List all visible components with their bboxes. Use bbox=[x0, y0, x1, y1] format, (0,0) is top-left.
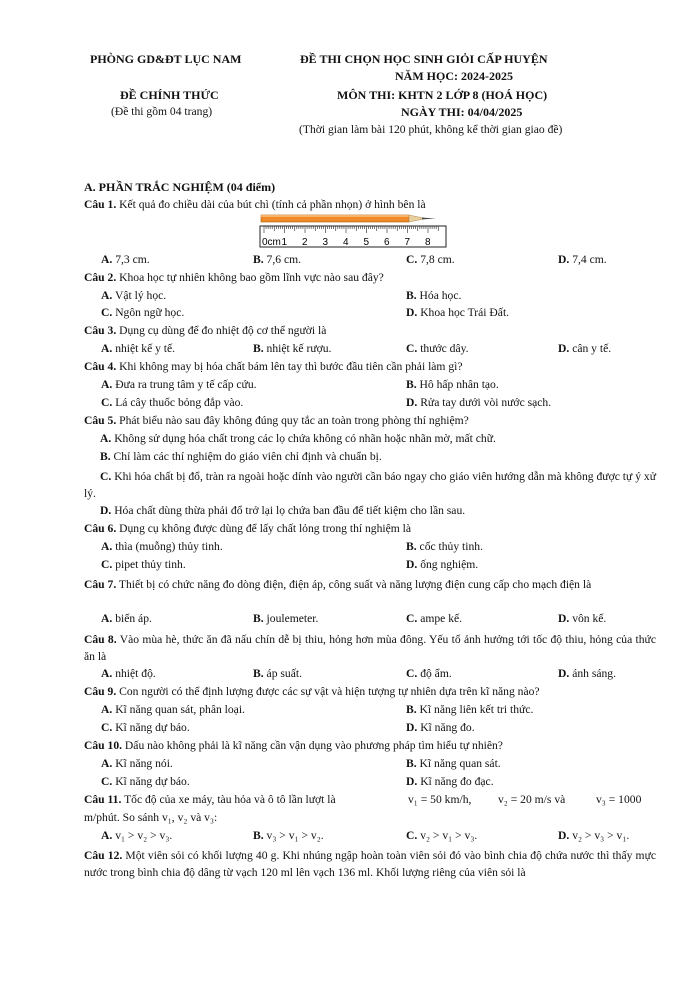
q10-option-a: A. Kĩ năng nói. bbox=[101, 757, 173, 770]
subject: MÔN THI: KHTN 2 LỚP 8 (HOÁ HỌC) bbox=[337, 88, 548, 102]
q3-option-b: B. nhiệt kế rượu. bbox=[253, 342, 332, 355]
q9-option-d: D. Kĩ năng đo. bbox=[406, 721, 475, 734]
q2-option-b: B. Hóa học. bbox=[406, 289, 462, 302]
question-5: Câu 5. Phát biểu nào sau đây không đúng quy tắc an toàn trong phòng thí nghiệm? bbox=[84, 414, 469, 427]
official-label: ĐỀ CHÍNH THỨC bbox=[120, 88, 219, 102]
q3-option-d: D. cân y tế. bbox=[558, 342, 612, 355]
q7-option-a: A. biến áp. bbox=[101, 612, 152, 625]
q5-option-d: D. Hóa chất dùng thừa phải đổ trở lại lọ chứa ban đầu để tiết kiệm cho lần sau. bbox=[100, 504, 466, 517]
question-10: Câu 10. Dấu nào không phải là kĩ năng cần vận dụng vào phương pháp tìm hiểu tự nhiên? bbox=[84, 739, 503, 752]
q10-option-b: B. Kĩ năng quan sát. bbox=[406, 757, 501, 770]
question-3: Câu 3. Dụng cụ dùng để đo nhiệt độ cơ thể người là bbox=[84, 324, 327, 337]
q1-option-c: C. 7,8 cm. bbox=[406, 253, 455, 266]
q11-text-cont: m/phút. So sánh v₁, v₂ và v₃: bbox=[84, 811, 218, 824]
q5-option-a: A. Không sử dụng hóa chất trong các lọ chứa không có nhãn hoặc nhãn mờ, mất chữ. bbox=[100, 432, 496, 445]
question-2: Câu 2. Khoa học tự nhiên không bao gồm lĩnh vực nào sau đây? bbox=[84, 271, 384, 284]
exam-date: NGÀY THI: 04/04/2025 bbox=[401, 105, 523, 119]
question-1: Câu 1. Kết quả đo chiều dài của bút chì (tính cả phần nhọn) ở hình bên là bbox=[84, 198, 426, 211]
exam-title: ĐỀ THI CHỌN HỌC SINH GIỎI CẤP HUYỆN bbox=[300, 52, 548, 66]
ruler-unit: 0cm bbox=[262, 237, 281, 248]
question-7: Câu 7. Thiết bị có chức năng đo dòng điện, điện áp, công suất và năng lượng điện cung cấp cho mạch điện là bbox=[84, 578, 592, 591]
q1-option-b: B. 7,6 cm. bbox=[253, 253, 301, 266]
q8-option-d: D. ánh sáng. bbox=[558, 667, 616, 680]
q11-option-b: B. v₃ > v₁ > v₂. bbox=[253, 829, 324, 842]
question-8: Câu 8. Vào mùa hè, thức ăn đã nấu chín dễ bị thiu, hỏng hơn mùa đông. Yếu tố ảnh hưởng tới tốc độ thiu, hỏng của thức ăn là bbox=[84, 633, 656, 663]
q4-option-d: D. Rửa tay dưới vòi nước sạch. bbox=[406, 396, 552, 409]
q1-option-d: D. 7,4 cm. bbox=[558, 253, 607, 266]
q11-v2: v₂ = 20 m/s và bbox=[498, 793, 566, 806]
time-note: (Thời gian làm bài 120 phút, không kể thời gian giao đề) bbox=[299, 123, 563, 136]
question-9: Câu 9. Con người có thể định lượng được các sự vật và hiện tượng tự nhiên dựa trên kĩ năng nào? bbox=[84, 685, 540, 698]
ruler-label: 1 bbox=[281, 237, 288, 248]
q9-option-a: A. Kĩ năng quan sát, phân loại. bbox=[101, 703, 245, 716]
school-year: NĂM HỌC: 2024-2025 bbox=[395, 69, 513, 83]
q8-option-c: C. độ ẩm. bbox=[406, 667, 452, 680]
q3-option-a: A. nhiệt kế y tế. bbox=[101, 342, 176, 355]
q4-option-a: A. Đưa ra trung tâm y tế cấp cứu. bbox=[101, 378, 257, 391]
ruler-label: 4 bbox=[343, 237, 349, 248]
q4-option-b: B. Hô hấp nhân tạo. bbox=[406, 378, 499, 391]
q11-option-c: C. v₂ > v₁ > v₃. bbox=[406, 829, 478, 842]
ruler-label: 7 bbox=[404, 237, 411, 248]
q11-v1: v₁ = 50 km/h, bbox=[408, 793, 472, 806]
q8-option-a: A. nhiệt độ. bbox=[101, 667, 156, 680]
page-count: (Đề thi gồm 04 trang) bbox=[111, 105, 213, 118]
q9-option-c: C. Kĩ năng dự báo. bbox=[101, 721, 190, 734]
pencil-icon bbox=[261, 215, 436, 222]
q10-option-d: D. Kĩ năng đo đạc. bbox=[406, 775, 494, 788]
q1-option-a: A. 7,3 cm. bbox=[101, 253, 150, 266]
pencil-ruler-figure bbox=[258, 213, 448, 249]
question-12: Câu 12. Một viên sỏi có khối lượng 40 g. Khi nhúng ngập hoàn toàn viên sỏi đó vào bình chia độ chứa nước thì thấy mực nước trong bình chia độ dâng từ vạch 120 ml lên vạch 136 ml. Khối lượng riêng của viên sỏi là bbox=[84, 849, 656, 879]
q11-option-a: A. v₁ > v₂ > v₃. bbox=[101, 829, 173, 842]
q7-option-b: B. joulemeter. bbox=[253, 612, 319, 625]
ruler bbox=[260, 226, 446, 247]
question-4: Câu 4. Khi không may bị hóa chất bám lên tay thì bước đầu tiên cần phải làm gì? bbox=[84, 360, 463, 373]
q5-option-c: C. Khi hóa chất bị đổ, tràn ra ngoài hoặc dính vào người cần báo ngay cho giáo viên hướng dẫn mà không được tự ý xử lý. bbox=[84, 470, 657, 500]
q7-option-d: D. vôn kế. bbox=[558, 612, 607, 625]
q2-option-a: A. Vật lý học. bbox=[101, 289, 167, 302]
ruler-label: 2 bbox=[302, 237, 308, 248]
ruler-label: 5 bbox=[363, 237, 370, 248]
question-6: Câu 6. Dụng cụ không được dùng để lấy chất lỏng trong thí nghiệm là bbox=[84, 522, 412, 535]
ruler-label: 6 bbox=[384, 237, 390, 248]
q2-option-c: C. Ngôn ngữ học. bbox=[101, 306, 185, 319]
q11-option-d: D. v₂ > v₃ > v₁. bbox=[558, 829, 630, 842]
department: PHÒNG GD&ĐT LỤC NAM bbox=[90, 52, 242, 66]
ruler-label: 3 bbox=[322, 237, 329, 248]
q5-option-b: B. Chỉ làm các thí nghiệm do giáo viên chỉ định và chuẩn bị. bbox=[100, 450, 382, 463]
q6-option-a: A. thìa (muỗng) thủy tinh. bbox=[101, 540, 223, 553]
q11-v3: v₃ = 1000 bbox=[596, 793, 642, 806]
q3-option-c: C. thước dây. bbox=[406, 342, 469, 355]
q10-option-c: C. Kĩ năng dự báo. bbox=[101, 775, 190, 788]
q8-option-b: B. áp suất. bbox=[253, 667, 302, 680]
q7-option-c: C. ampe kế. bbox=[406, 612, 463, 625]
q6-option-b: B. cốc thủy tinh. bbox=[406, 540, 483, 553]
q6-option-c: C. pipet thủy tinh. bbox=[101, 558, 186, 571]
q6-option-d: D. ống nghiệm. bbox=[406, 558, 479, 571]
q2-option-d: D. Khoa học Trái Đất. bbox=[406, 306, 510, 319]
q9-option-b: B. Kĩ năng liên kết tri thức. bbox=[406, 703, 534, 716]
ruler-label: 8 bbox=[425, 237, 431, 248]
question-11: Câu 11. Tốc độ của xe máy, tàu hỏa và ô tô lần lượt là bbox=[84, 793, 336, 806]
section-a-heading: A. PHẦN TRẮC NGHIỆM (04 điểm) bbox=[84, 180, 276, 194]
q4-option-c: C. Lá cây thuốc bỏng đắp vào. bbox=[101, 396, 244, 409]
